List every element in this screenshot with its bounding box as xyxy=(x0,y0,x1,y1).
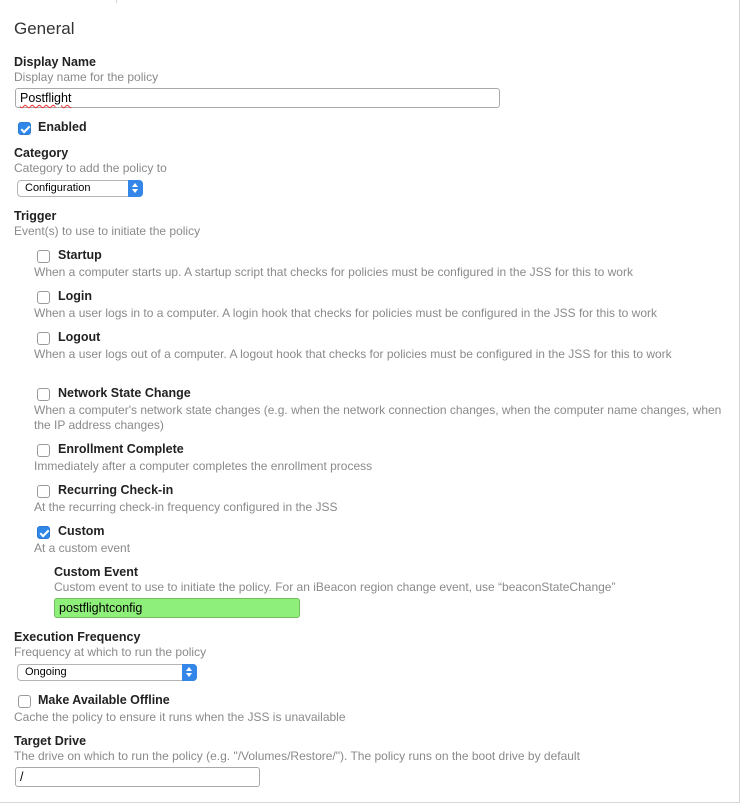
make-available-offline-description: Cache the policy to ensure it runs when the JSS is unavailable xyxy=(14,710,346,724)
enabled-label[interactable]: Enabled xyxy=(38,120,87,134)
trigger-network-state-change-description: When a computer's network state changes (e.g. when the network connection changes, when the computer name changes, when the IP address changes) xyxy=(34,403,722,432)
trigger-enrollment-complete-checkbox[interactable] xyxy=(37,444,50,457)
custom-event-label: Custom Event xyxy=(54,565,139,579)
trigger-logout-checkbox[interactable] xyxy=(37,332,50,345)
target-drive-input[interactable]: / xyxy=(15,767,260,787)
select-arrows-icon xyxy=(128,180,143,197)
display-name-input[interactable] xyxy=(15,88,500,108)
trigger-custom-label[interactable]: Custom xyxy=(58,524,105,538)
trigger-network-state-change-checkbox[interactable] xyxy=(37,388,50,401)
trigger-recurring-check-in-description: At the recurring check-in frequency configured in the JSS xyxy=(34,500,338,514)
trigger-startup-label[interactable]: Startup xyxy=(58,248,102,262)
trigger-enrollment-complete-label[interactable]: Enrollment Complete xyxy=(58,442,184,456)
category-selected-value: Configuration xyxy=(25,182,91,194)
trigger-login-description: When a user logs in to a computer. A login hook that checks for policies must be configured in the JSS for this to work xyxy=(34,306,657,320)
enabled-checkbox[interactable] xyxy=(18,122,31,135)
trigger-description: Event(s) to use to initiate the policy xyxy=(14,224,201,238)
trigger-recurring-check-in-label[interactable]: Recurring Check-in xyxy=(58,483,174,497)
trigger-recurring-check-in-checkbox[interactable] xyxy=(37,485,50,498)
execution-frequency-label: Execution Frequency xyxy=(14,630,141,644)
make-available-offline-label[interactable]: Make Available Offline xyxy=(38,693,170,707)
make-available-offline-checkbox[interactable] xyxy=(18,695,31,708)
custom-event-input[interactable]: postflightconfig xyxy=(54,598,300,618)
category-label: Category xyxy=(14,146,69,160)
display-name-description: Display name for the policy xyxy=(14,70,159,84)
execution-frequency-select[interactable] xyxy=(17,664,197,681)
trigger-login-checkbox[interactable] xyxy=(37,291,50,304)
trigger-label: Trigger xyxy=(14,209,57,223)
execution-frequency-description: Frequency at which to run the policy xyxy=(14,645,207,659)
trigger-enrollment-complete-description: Immediately after a computer completes the enrollment process xyxy=(34,459,373,473)
target-drive-description: The drive on which to run the policy (e.g. "/Volumes/Restore/"). The policy runs on the boot drive by default xyxy=(14,749,580,763)
target-drive-label: Target Drive xyxy=(14,734,87,748)
category-description: Category to add the policy to xyxy=(14,161,167,175)
custom-event-description: Custom event to use to initiate the policy. For an iBeacon region change event, use “beaconStateChange” xyxy=(54,580,616,594)
trigger-startup-checkbox[interactable] xyxy=(37,250,50,263)
category-select[interactable] xyxy=(17,180,143,197)
trigger-logout-label[interactable]: Logout xyxy=(58,330,101,344)
trigger-custom-description: At a custom event xyxy=(34,541,131,555)
display-name-value: Postflight xyxy=(20,91,72,105)
trigger-startup-description: When a computer starts up. A startup script that checks for policies must be configured in the JSS for this to work xyxy=(34,265,633,279)
select-arrows-icon xyxy=(182,664,197,681)
trigger-network-state-change-label[interactable]: Network State Change xyxy=(58,386,191,400)
section-title: General xyxy=(14,19,75,38)
divider xyxy=(116,0,117,3)
trigger-custom-checkbox[interactable] xyxy=(37,526,50,539)
display-name-label: Display Name xyxy=(14,55,96,69)
trigger-logout-description: When a user logs out of a computer. A logout hook that checks for policies must be configured in the JSS for this to work xyxy=(34,347,672,361)
trigger-login-label[interactable]: Login xyxy=(58,289,93,303)
execution-frequency-selected-value: Ongoing xyxy=(25,666,67,678)
